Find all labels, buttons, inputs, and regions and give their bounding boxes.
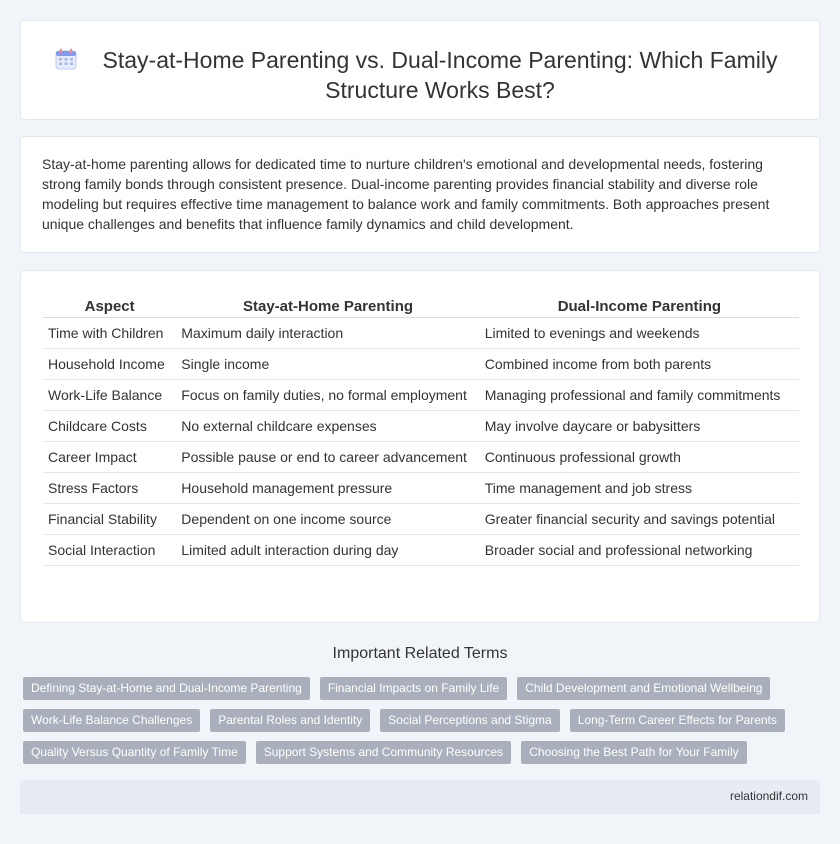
tag-row — [23, 677, 823, 700]
table-row — [43, 349, 799, 380]
cell-stay-at-home: Single income — [176, 349, 479, 380]
cell-aspect: Household Income — [43, 349, 176, 380]
comparison-table-card — [20, 270, 820, 623]
table-row — [43, 318, 799, 349]
calendar-icon — [55, 48, 77, 70]
intro-text: Stay-at-home parenting allows for dedicated time to nurture children's emotional and developmental needs, fostering strong family bonds through consistent presence. Dual-income parenting provides financial stability and diverse role modeling but requires effective time management to balance work and family commitments. Both approaches present unique challenges and benefits that influence family dynamics and child development. — [42, 156, 770, 232]
tag-row — [23, 741, 823, 764]
cell-dual-income: Broader social and professional networking — [480, 535, 799, 566]
related-term-tag[interactable]: Support Systems and Community Resources — [256, 741, 511, 764]
related-term-tag[interactable]: Quality Versus Quantity of Family Time — [23, 741, 246, 764]
cell-stay-at-home: Focus on family duties, no formal employment — [176, 380, 479, 411]
table-header-row — [43, 295, 799, 318]
header-dual-income: Dual-Income Parenting — [480, 295, 799, 318]
related-terms-title: Important Related Terms — [332, 645, 508, 662]
table-row — [43, 473, 799, 504]
cell-aspect: Career Impact — [43, 442, 176, 473]
cell-aspect: Social Interaction — [43, 535, 176, 566]
cell-dual-income: Greater financial security and savings potential — [480, 504, 799, 535]
cell-stay-at-home: No external childcare expenses — [176, 411, 479, 442]
cell-stay-at-home: Limited adult interaction during day — [176, 535, 479, 566]
related-term-tag[interactable]: Long-Term Career Effects for Parents — [570, 709, 785, 732]
related-term-tag[interactable]: Defining Stay-at-Home and Dual-Income Parenting — [23, 677, 310, 700]
cell-dual-income: Limited to evenings and weekends — [480, 318, 799, 349]
cell-dual-income: Combined income from both parents — [480, 349, 799, 380]
header-aspect: Aspect — [43, 295, 176, 318]
cell-aspect: Financial Stability — [43, 504, 176, 535]
tag-row — [23, 709, 823, 732]
related-term-tag[interactable]: Financial Impacts on Family Life — [320, 677, 507, 700]
cell-aspect: Work-Life Balance — [43, 380, 176, 411]
table-row — [43, 535, 799, 566]
footer-site: relationdif.com — [729, 789, 808, 803]
cell-dual-income: May involve daycare or babysitters — [480, 411, 799, 442]
page-title: Stay-at-Home Parenting vs. Dual-Income Parenting: Which Family Structure Works Best? — [102, 47, 778, 103]
cell-dual-income: Continuous professional growth — [480, 442, 799, 473]
related-term-tag[interactable]: Choosing the Best Path for Your Family — [521, 741, 746, 764]
table-row — [43, 380, 799, 411]
related-term-tag[interactable]: Child Development and Emotional Wellbeing — [517, 677, 770, 700]
table-row — [43, 411, 799, 442]
cell-dual-income: Managing professional and family commitments — [480, 380, 799, 411]
intro-card — [20, 136, 820, 253]
related-term-tag[interactable]: Parental Roles and Identity — [210, 709, 370, 732]
cell-dual-income: Time management and job stress — [480, 473, 799, 504]
cell-stay-at-home: Maximum daily interaction — [176, 318, 479, 349]
related-term-tag[interactable]: Social Perceptions and Stigma — [380, 709, 559, 732]
cell-aspect: Stress Factors — [43, 473, 176, 504]
cell-stay-at-home: Possible pause or end to career advancement — [176, 442, 479, 473]
table-row — [43, 442, 799, 473]
cell-stay-at-home: Dependent on one income source — [176, 504, 479, 535]
table-row — [43, 504, 799, 535]
cell-aspect: Time with Children — [43, 318, 176, 349]
cell-aspect: Childcare Costs — [43, 411, 176, 442]
related-term-tag[interactable]: Work-Life Balance Challenges — [23, 709, 200, 732]
header-stay-at-home: Stay-at-Home Parenting — [176, 295, 479, 318]
comparison-table — [43, 295, 799, 566]
cell-stay-at-home: Household management pressure — [176, 473, 479, 504]
related-terms — [23, 677, 823, 773]
footer — [20, 780, 820, 814]
header-card — [20, 20, 820, 120]
